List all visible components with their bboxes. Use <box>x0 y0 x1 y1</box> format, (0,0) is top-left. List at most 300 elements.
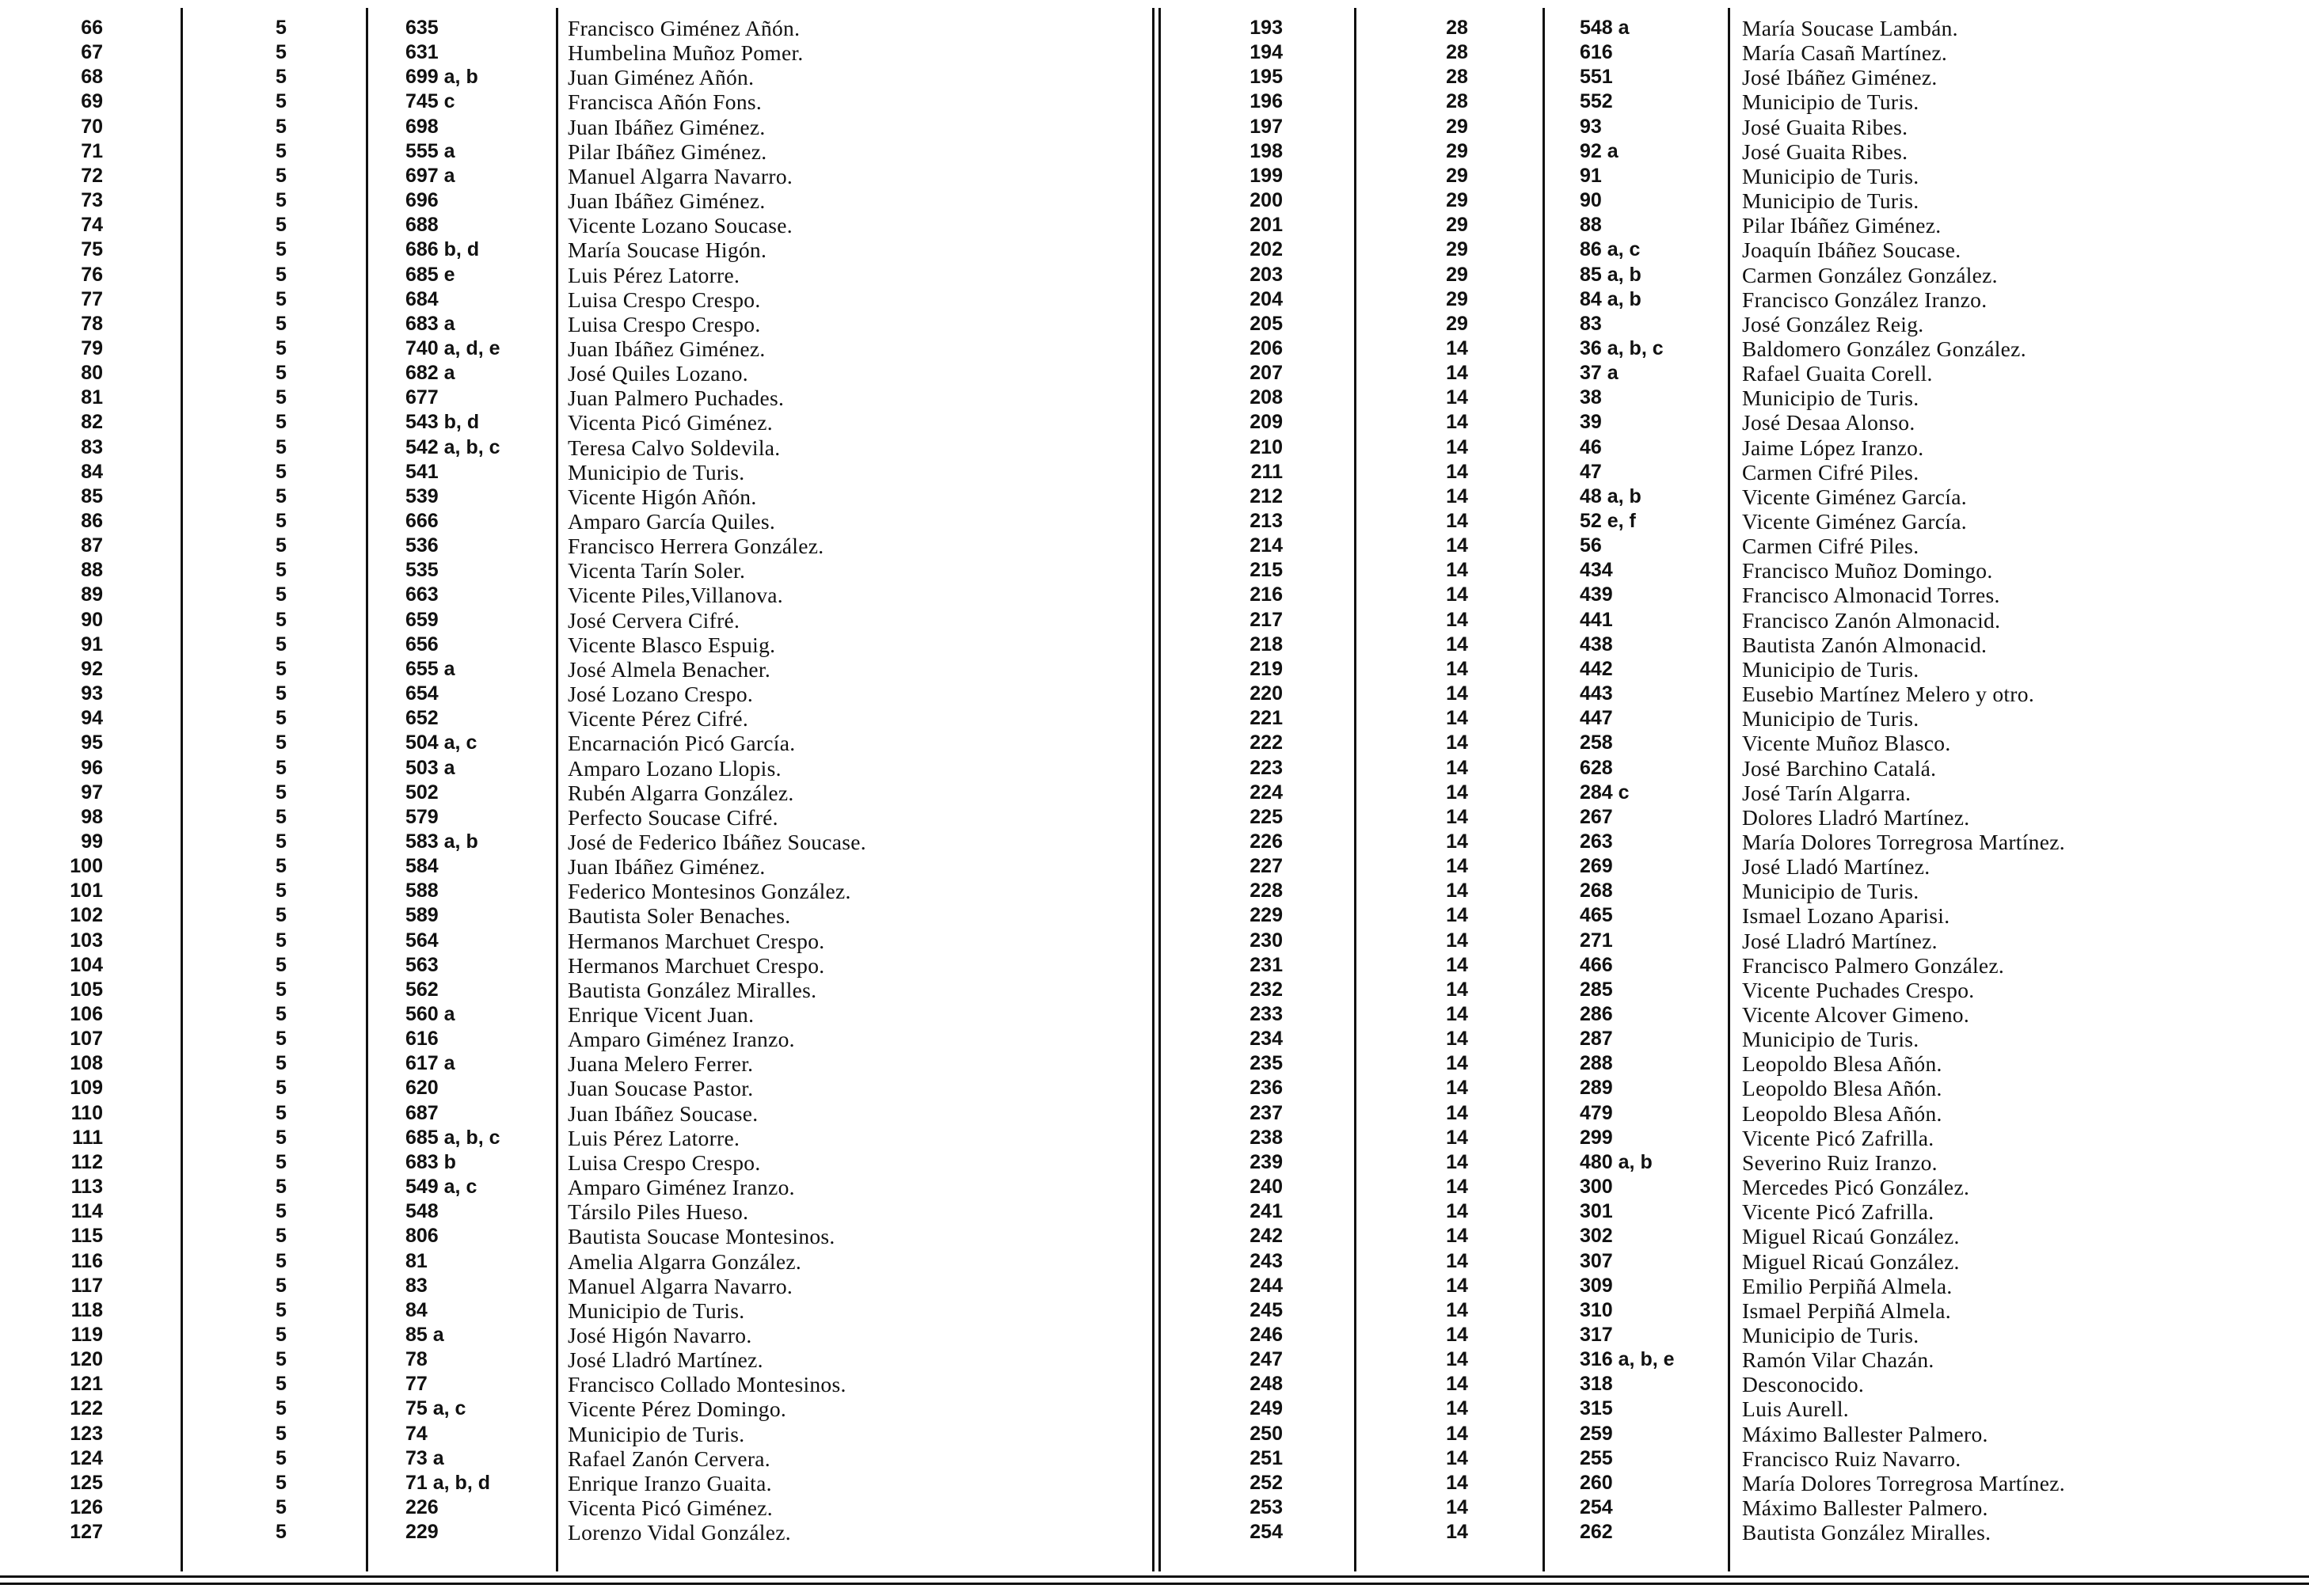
table-row <box>0 1101 2309 1126</box>
owner-name: Rubén Algarra González. <box>568 780 794 805</box>
entry-number: 114 <box>70 1200 103 1223</box>
owner-name: José Quiles Lozano. <box>568 361 748 386</box>
polygon-number: 5 <box>276 460 287 483</box>
table-row <box>0 460 2309 484</box>
table-row <box>0 978 2309 1002</box>
parcel-number: 620 <box>405 1077 439 1100</box>
polygon-number: 14 <box>1446 830 1468 853</box>
table-row <box>0 706 2309 731</box>
polygon-number: 14 <box>1446 1200 1468 1223</box>
entry-number: 116 <box>70 1249 103 1272</box>
owner-name: Teresa Calvo Soldevila. <box>568 435 781 460</box>
owner-name: Municipio de Turis. <box>1742 879 1919 904</box>
owner-name: Encarnación Picó García. <box>568 731 796 756</box>
polygon-number: 5 <box>276 904 287 927</box>
entry-number: 221 <box>1250 707 1283 730</box>
parcel-number: 628 <box>1580 756 1613 779</box>
entry-number: 217 <box>1250 608 1283 631</box>
owner-name: Emilio Perpiñá Almela. <box>1742 1273 1953 1298</box>
entry-number: 209 <box>1250 411 1283 434</box>
parcel-number: 81 <box>405 1249 428 1272</box>
owner-name: Severino Ruiz Iranzo. <box>1742 1150 1938 1175</box>
entry-number: 92 <box>81 657 103 680</box>
owner-name: Vicenta Picó Giménez. <box>568 1495 773 1520</box>
polygon-number: 14 <box>1446 756 1468 779</box>
owner-name: Vicenta Tarín Soler. <box>568 558 746 583</box>
parcel-number: 465 <box>1580 904 1613 927</box>
entry-number: 247 <box>1250 1348 1283 1371</box>
polygon-number: 5 <box>276 1496 287 1518</box>
polygon-number: 5 <box>276 1274 287 1297</box>
entry-number: 214 <box>1250 534 1283 557</box>
polygon-number: 28 <box>1446 17 1468 39</box>
table-row <box>0 1224 2309 1248</box>
table-row <box>0 608 2309 633</box>
polygon-number: 14 <box>1446 583 1468 606</box>
owner-name: Francisco Zanón Almonacid. <box>1742 607 2001 633</box>
polygon-number: 5 <box>276 139 287 162</box>
owner-name: José Lladó Martínez. <box>1742 854 1931 880</box>
owner-name: María Soucase Lambán. <box>1742 16 1958 40</box>
entry-number: 205 <box>1250 312 1283 335</box>
polygon-number: 5 <box>276 1373 287 1396</box>
table-row <box>0 953 2309 978</box>
entry-number: 222 <box>1250 732 1283 754</box>
polygon-number: 5 <box>276 510 287 532</box>
entry-number: 71 <box>81 139 103 162</box>
entry-number: 210 <box>1250 435 1283 458</box>
entry-number: 109 <box>70 1077 103 1100</box>
polygon-number: 5 <box>276 362 287 385</box>
parcel-number: 617 a <box>405 1052 455 1075</box>
polygon-number: 14 <box>1446 460 1468 483</box>
parcel-number: 631 <box>405 41 439 64</box>
table-row <box>0 1002 2309 1027</box>
entry-number: 73 <box>81 189 103 212</box>
entry-number: 200 <box>1250 189 1283 212</box>
entry-number: 254 <box>1250 1521 1283 1544</box>
polygon-number: 29 <box>1446 139 1468 162</box>
polygon-number: 29 <box>1446 312 1468 335</box>
polygon-number: 5 <box>276 1348 287 1371</box>
parcel-number: 434 <box>1580 559 1613 582</box>
parcel-number: 682 a <box>405 362 455 385</box>
owner-name: Vicente Giménez García. <box>1742 484 1967 509</box>
polygon-number: 28 <box>1446 90 1468 113</box>
table-row <box>0 879 2309 903</box>
entry-number: 84 <box>81 460 103 483</box>
polygon-number: 14 <box>1446 435 1468 458</box>
owner-name: Vicente Piles,Villanova. <box>568 583 783 608</box>
owner-name: Miguel Ricaú González. <box>1742 1224 1960 1249</box>
entry-number: 88 <box>81 559 103 582</box>
owner-name: Hermanos Marchuet Crespo. <box>568 952 825 978</box>
polygon-number: 5 <box>276 1126 287 1149</box>
parcel-number: 85 a <box>405 1323 444 1346</box>
parcel-number: 479 <box>1580 1101 1613 1124</box>
parcel-number: 560 a <box>405 1003 455 1025</box>
entry-number: 246 <box>1250 1323 1283 1346</box>
parcel-number: 75 a, c <box>405 1397 466 1420</box>
entry-number: 230 <box>1250 929 1283 952</box>
owner-name: Manuel Algarra Navarro. <box>568 163 793 188</box>
entry-number: 193 <box>1250 17 1283 39</box>
polygon-number: 29 <box>1446 164 1468 187</box>
parcel-number: 466 <box>1580 953 1613 976</box>
entry-number: 112 <box>70 1150 103 1173</box>
parcel-number: 659 <box>405 608 439 631</box>
entry-number: 69 <box>81 90 103 113</box>
owner-name: Lorenzo Vidal González. <box>568 1520 791 1545</box>
entry-number: 195 <box>1250 66 1283 89</box>
polygon-number: 5 <box>276 756 287 779</box>
entry-number: 94 <box>81 707 103 730</box>
table-row <box>0 312 2309 336</box>
parcel-number: 318 <box>1580 1373 1613 1396</box>
bottom-double-rule <box>0 1575 2309 1578</box>
entry-number: 118 <box>70 1298 103 1321</box>
owner-name: José Tarín Algarra. <box>1742 780 1911 805</box>
polygon-number: 5 <box>276 1028 287 1051</box>
owner-name: Eusebio Martínez Melero y otro. <box>1742 682 2034 707</box>
parcel-number: 77 <box>405 1373 428 1396</box>
parcel-number: 267 <box>1580 805 1613 828</box>
parcel-number: 92 a <box>1580 139 1619 162</box>
owner-name: Vicente Pérez Cifré. <box>568 706 749 732</box>
parcel-number: 438 <box>1580 633 1613 656</box>
entry-number: 220 <box>1250 682 1283 705</box>
entry-number: 81 <box>81 386 103 409</box>
owner-name: Vicenta Picó Giménez. <box>568 410 773 435</box>
owner-name: Amparo García Quiles. <box>568 509 776 534</box>
parcel-number: 677 <box>405 386 439 409</box>
polygon-number: 14 <box>1446 855 1468 878</box>
parcel-number: 589 <box>405 904 439 927</box>
polygon-number: 5 <box>276 1003 287 1025</box>
entry-number: 225 <box>1250 805 1283 828</box>
entry-number: 105 <box>70 978 103 1001</box>
entry-number: 228 <box>1250 880 1283 902</box>
parcel-number: 38 <box>1580 386 1602 409</box>
owner-name: Bautista Soucase Montesinos. <box>568 1224 835 1249</box>
polygon-number: 14 <box>1446 732 1468 754</box>
polygon-number: 14 <box>1446 484 1468 507</box>
polygon-number: 14 <box>1446 1446 1468 1469</box>
parcel-number: 555 a <box>405 139 455 162</box>
owner-name: Municipio de Turis. <box>1742 1027 1919 1052</box>
owner-name: Mercedes Picó González. <box>1742 1175 1970 1200</box>
table-row <box>0 583 2309 607</box>
owner-name: José Desaa Alonso. <box>1742 410 1915 435</box>
parcel-number: 480 a, b <box>1580 1150 1653 1173</box>
entry-number: 115 <box>70 1225 103 1248</box>
polygon-number: 29 <box>1446 214 1468 237</box>
owner-name: José Lladró Martínez. <box>568 1347 763 1373</box>
owner-name: Vicente Lozano Soucase. <box>568 213 793 238</box>
owner-name: Francisco Muñoz Domingo. <box>1742 558 1993 583</box>
entry-number: 239 <box>1250 1150 1283 1173</box>
parcel-number: 564 <box>405 929 439 952</box>
table-row <box>0 1471 2309 1495</box>
polygon-number: 14 <box>1446 510 1468 532</box>
polygon-number: 5 <box>276 90 287 113</box>
owner-name: Municipio de Turis. <box>568 1421 745 1446</box>
table-row <box>0 89 2309 114</box>
entry-number: 80 <box>81 362 103 385</box>
parcel-number: 740 a, d, e <box>405 336 500 359</box>
table-row <box>0 40 2309 65</box>
polygon-number: 5 <box>276 1150 287 1173</box>
polygon-number: 14 <box>1446 880 1468 902</box>
polygon-number: 5 <box>276 1422 287 1445</box>
parcel-number: 502 <box>405 781 439 804</box>
owner-name: Amparo Giménez Iranzo. <box>568 1175 795 1200</box>
owner-name: Francisco Ruiz Navarro. <box>1742 1446 1961 1471</box>
owner-name: Pilar Ibáñez Giménez. <box>1742 213 1942 238</box>
entry-number: 87 <box>81 534 103 557</box>
owner-name: Luis Pérez Latorre. <box>568 1125 740 1150</box>
parcel-number: 288 <box>1580 1052 1613 1075</box>
polygon-number: 5 <box>276 17 287 39</box>
owner-name: Ismael Perpiñá Almela. <box>1742 1298 1951 1323</box>
parcel-number: 315 <box>1580 1397 1613 1420</box>
polygon-number: 14 <box>1446 1249 1468 1272</box>
parcel-number: 316 a, b, e <box>1580 1348 1675 1371</box>
entry-number: 211 <box>1250 460 1283 483</box>
polygon-number: 5 <box>276 1471 287 1494</box>
table-row <box>0 1199 2309 1224</box>
entry-number: 119 <box>70 1323 103 1346</box>
parcel-number: 83 <box>405 1274 428 1297</box>
table-row <box>0 139 2309 164</box>
polygon-number: 29 <box>1446 238 1468 261</box>
entry-number: 218 <box>1250 633 1283 656</box>
entry-number: 219 <box>1250 657 1283 680</box>
entry-number: 102 <box>70 904 103 927</box>
owner-name: José Guaita Ribes. <box>1742 139 1908 164</box>
parcel-number: 447 <box>1580 707 1613 730</box>
polygon-number: 14 <box>1446 1176 1468 1199</box>
parcel-number: 745 c <box>405 90 455 113</box>
parcel-number: 301 <box>1580 1200 1613 1223</box>
entry-number: 78 <box>81 312 103 335</box>
entry-number: 216 <box>1250 583 1283 606</box>
polygon-number: 14 <box>1446 1126 1468 1149</box>
owner-name: Municipio de Turis. <box>568 459 745 484</box>
polygon-number: 14 <box>1446 559 1468 582</box>
parcel-number: 551 <box>1580 66 1613 89</box>
parcel-number: 259 <box>1580 1422 1613 1445</box>
parcel-number: 656 <box>405 633 439 656</box>
entry-number: 97 <box>81 781 103 804</box>
polygon-number: 5 <box>276 1200 287 1223</box>
parcel-number: 317 <box>1580 1323 1613 1346</box>
parcel-number: 71 a, b, d <box>405 1471 490 1494</box>
owner-name: Vicente Muñoz Blasco. <box>1742 731 1951 756</box>
owner-name: Amparo Lozano Llopis. <box>568 755 782 781</box>
entry-number: 224 <box>1250 781 1283 804</box>
polygon-number: 5 <box>276 855 287 878</box>
parcel-number: 52 e, f <box>1580 510 1636 532</box>
table-row <box>0 336 2309 361</box>
entry-number: 252 <box>1250 1471 1283 1494</box>
table-row <box>0 854 2309 879</box>
parcel-number: 541 <box>405 460 439 483</box>
polygon-number: 14 <box>1446 1397 1468 1420</box>
owner-name: Francisca Añón Fons. <box>568 89 763 115</box>
owner-name: Luisa Crespo Crespo. <box>568 311 761 336</box>
polygon-number: 29 <box>1446 115 1468 138</box>
entry-number: 244 <box>1250 1274 1283 1297</box>
owner-name: Carmen Cifré Piles. <box>1742 459 1919 484</box>
polygon-number: 5 <box>276 484 287 507</box>
entry-number: 123 <box>70 1422 103 1445</box>
entry-number: 86 <box>81 510 103 532</box>
entry-number: 108 <box>70 1052 103 1075</box>
table-row <box>0 830 2309 854</box>
entry-number: 199 <box>1250 164 1283 187</box>
polygon-number: 14 <box>1446 707 1468 730</box>
polygon-number: 14 <box>1446 953 1468 976</box>
entry-number: 198 <box>1250 139 1283 162</box>
parcel-number: 284 c <box>1580 781 1630 804</box>
entry-number: 101 <box>70 880 103 902</box>
table-row <box>0 1347 2309 1372</box>
entry-number: 197 <box>1250 115 1283 138</box>
entry-number: 250 <box>1250 1422 1283 1445</box>
parcel-number: 36 a, b, c <box>1580 336 1664 359</box>
owner-name: José Lozano Crespo. <box>568 682 754 707</box>
parcel-number: 616 <box>405 1028 439 1051</box>
polygon-number: 5 <box>276 1397 287 1420</box>
owner-name: Enrique Iranzo Guaita. <box>568 1470 772 1495</box>
table-row <box>0 361 2309 386</box>
owner-name: José Almela Benacher. <box>568 656 771 682</box>
owner-name: Joaquín Ibáñez Soucase. <box>1742 238 1961 263</box>
bottom-double-rule <box>0 1583 2309 1585</box>
parcel-number: 683 a <box>405 312 455 335</box>
polygon-number: 14 <box>1446 1471 1468 1494</box>
parcel-number: 548 <box>405 1200 439 1223</box>
polygon-number: 5 <box>276 1249 287 1272</box>
entry-number: 234 <box>1250 1028 1283 1051</box>
entry-number: 194 <box>1250 41 1283 64</box>
polygon-number: 5 <box>276 682 287 705</box>
polygon-number: 5 <box>276 66 287 89</box>
owner-name: José de Federico Ibáñez Soucase. <box>568 829 866 854</box>
owner-name: Municipio de Turis. <box>1742 1322 1919 1347</box>
owner-name: Municipio de Turis. <box>1742 706 1919 732</box>
entry-number: 75 <box>81 238 103 261</box>
polygon-number: 5 <box>276 1521 287 1544</box>
table-row <box>0 805 2309 830</box>
polygon-number: 5 <box>276 386 287 409</box>
parcel-number: 652 <box>405 707 439 730</box>
polygon-number: 14 <box>1446 534 1468 557</box>
entry-number: 122 <box>70 1397 103 1420</box>
parcel-number: 300 <box>1580 1176 1613 1199</box>
entry-number: 126 <box>70 1496 103 1518</box>
polygon-number: 5 <box>276 189 287 212</box>
polygon-number: 14 <box>1446 633 1468 656</box>
owner-name: José Cervera Cifré. <box>568 607 740 633</box>
parcel-number: 443 <box>1580 682 1613 705</box>
polygon-number: 14 <box>1446 781 1468 804</box>
parcel-number: 74 <box>405 1422 428 1445</box>
owner-name: Municipio de Turis. <box>1742 656 1919 682</box>
table-row <box>0 534 2309 558</box>
parcel-number: 302 <box>1580 1225 1613 1248</box>
polygon-number: 14 <box>1446 1077 1468 1100</box>
entry-number: 235 <box>1250 1052 1283 1075</box>
parcel-number: 441 <box>1580 608 1613 631</box>
table-row <box>0 410 2309 435</box>
polygon-number: 14 <box>1446 1052 1468 1075</box>
parcel-number: 299 <box>1580 1126 1613 1149</box>
polygon-number: 14 <box>1446 657 1468 680</box>
parcel-number: 584 <box>405 855 439 878</box>
entry-number: 238 <box>1250 1126 1283 1149</box>
table-row <box>0 657 2309 682</box>
entry-number: 212 <box>1250 484 1283 507</box>
owner-name: José Barchino Catalá. <box>1742 755 1937 781</box>
owner-name: Bautista Soler Benaches. <box>568 903 791 929</box>
entry-number: 100 <box>70 855 103 878</box>
table-row <box>0 1076 2309 1100</box>
owner-name: Juan Ibáñez Giménez. <box>568 188 766 214</box>
owner-name: Vicente Pérez Domingo. <box>568 1396 787 1422</box>
owner-name: Máximo Ballester Palmero. <box>1742 1495 1988 1520</box>
owner-name: Leopoldo Blesa Añón. <box>1742 1051 1942 1077</box>
table-row <box>0 903 2309 928</box>
entry-number: 67 <box>81 41 103 64</box>
parcel-number: 549 a, c <box>405 1176 477 1199</box>
owner-name: Bautista Zanón Almonacid. <box>1742 632 1988 657</box>
table-row <box>0 16 2309 40</box>
parcel-number: 46 <box>1580 435 1602 458</box>
polygon-number: 14 <box>1446 904 1468 927</box>
table-row <box>0 188 2309 213</box>
polygon-number: 5 <box>276 732 287 754</box>
polygon-number: 28 <box>1446 66 1468 89</box>
owner-name: Municipio de Turis. <box>568 1298 745 1323</box>
owner-name: Vicente Picó Zafrilla. <box>1742 1199 1934 1225</box>
owner-name: María Casañ Martínez. <box>1742 40 1948 66</box>
entry-number: 213 <box>1250 510 1283 532</box>
owner-name: Municipio de Turis. <box>1742 89 1919 115</box>
table-row <box>0 1126 2309 1150</box>
entry-number: 85 <box>81 484 103 507</box>
parcel-number: 91 <box>1580 164 1602 187</box>
polygon-number: 5 <box>276 1077 287 1100</box>
table-row <box>0 1323 2309 1347</box>
polygon-number: 14 <box>1446 1323 1468 1346</box>
parcel-number: 78 <box>405 1348 428 1371</box>
entry-number: 93 <box>81 682 103 705</box>
entry-number: 233 <box>1250 1003 1283 1025</box>
parcel-number: 696 <box>405 189 439 212</box>
entry-number: 90 <box>81 608 103 631</box>
polygon-number: 29 <box>1446 263 1468 286</box>
entry-number: 104 <box>70 953 103 976</box>
owner-name: Juan Ibáñez Giménez. <box>568 114 766 139</box>
polygon-number: 5 <box>276 164 287 187</box>
polygon-number: 28 <box>1446 41 1468 64</box>
parcel-number: 269 <box>1580 855 1613 878</box>
parcel-number: 442 <box>1580 657 1613 680</box>
entry-number: 77 <box>81 287 103 310</box>
entry-number: 106 <box>70 1003 103 1025</box>
